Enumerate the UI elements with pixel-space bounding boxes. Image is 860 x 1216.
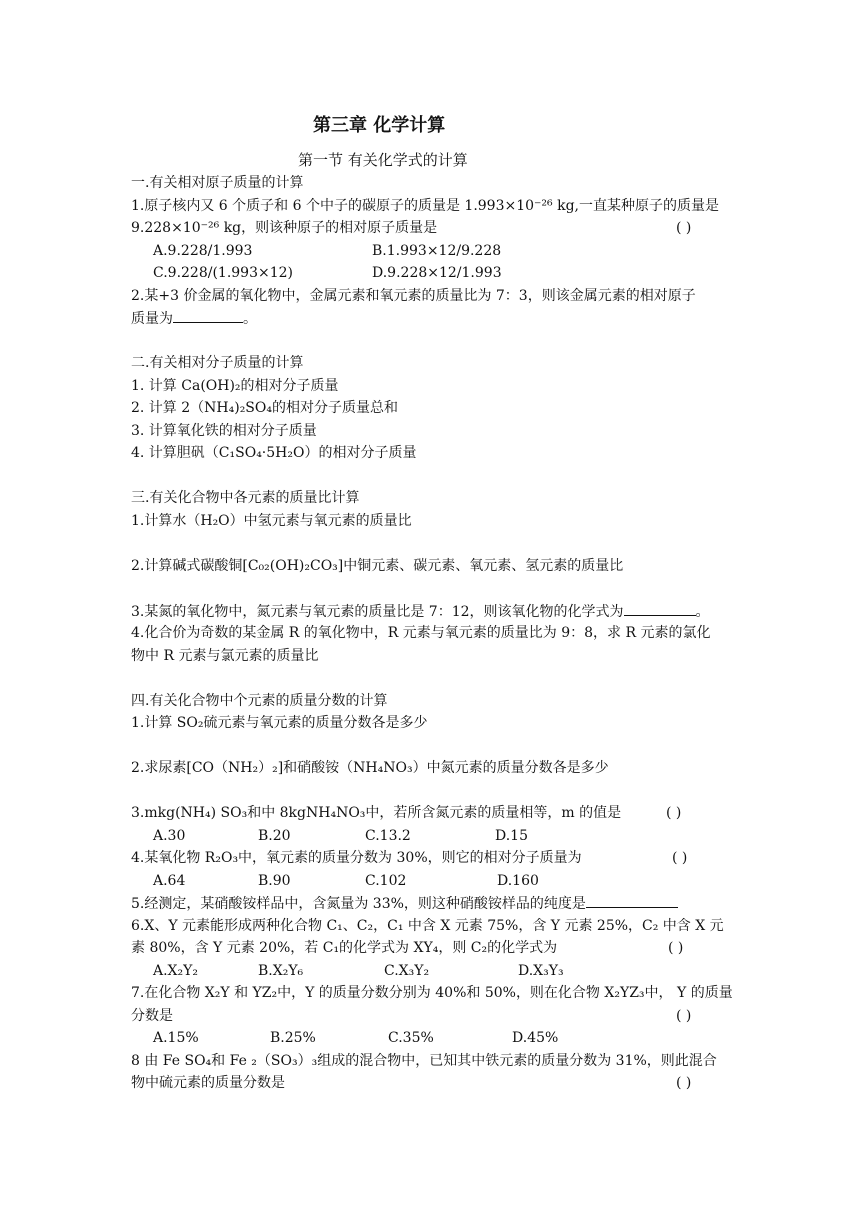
s2-q2: 2. 计算 2（NH₄)₂SO₄的相对分子质量总和	[131, 400, 398, 416]
s4-q7-option-a: A.15%	[153, 1030, 199, 1046]
s4-q1: 1.计算 SO₂硫元素与氧元素的质量分数各是多少	[131, 715, 428, 731]
page-subtitle: 第一节 有关化学式的计算	[298, 151, 468, 169]
s3-q2: 2.计算碱式碳酸铜[C₀₂(OH)₂CO₃]中铜元素、碳元素、氧元素、氢元素的质量比	[131, 558, 624, 574]
s1-q2-text: 质量为	[131, 311, 173, 327]
s4-q4: 4.某氧化物 R₂O₃中，氧元素的质量分数为 30%，则它的相对分子质量为	[131, 850, 582, 866]
s1-q1-answer-paren: ( )	[676, 220, 692, 236]
s4-q3-option-a: A.30	[153, 828, 186, 844]
s1-q1-option-d: D.9.228×12/1.993	[372, 265, 502, 281]
s4-q8-answer-paren: ( )	[676, 1075, 692, 1091]
s4-q3-answer-paren: ( )	[666, 805, 682, 821]
s4-q4-answer-paren: ( )	[672, 850, 688, 866]
s4-q7-option-c: C.35%	[388, 1030, 434, 1046]
page-title: 第三章 化学计算	[313, 115, 446, 136]
s1-q2-blank	[173, 308, 243, 323]
s1-q1-option-a: A.9.228/1.993	[153, 243, 253, 259]
section-2-heading: 二.有关相对分子质量的计算	[131, 355, 304, 371]
s4-q3: 3.mkg(NH₄) SO₃和中 8kgNH₄NO₃中，若所含氮元素的质量相等，m 的值是	[131, 805, 622, 821]
s4-q6-option-c: C.X₃Y₂	[384, 963, 430, 979]
s1-q1-option-c: C.9.228/(1.993×12)	[153, 265, 294, 281]
s2-q1: 1. 计算 Ca(OH)₂的相对分子质量	[131, 378, 339, 394]
section-1-heading: 一.有关相对原子质量的计算	[131, 175, 304, 191]
s4-q3-option-d: D.15	[495, 828, 528, 844]
s4-q3-option-b: B.20	[258, 828, 291, 844]
s4-q5-blank	[586, 893, 678, 908]
s4-q4-option-c: C.102	[365, 873, 407, 889]
s1-q2-end: 。	[243, 311, 257, 327]
s3-q3-text: 3.某氮的氧化物中，氮元素与氧元素的质量比是 7：12，则该氧化物的化学式为	[131, 604, 624, 620]
s4-q7-answer-paren: ( )	[676, 1008, 692, 1024]
s1-q2-line1: 2.某+3 价金属的氧化物中，金属元素和氧元素的质量比为 7：3，则该金属元素的相对原子	[131, 288, 696, 304]
s4-q7-line2: 分数是	[131, 1008, 173, 1024]
s3-q3	[131, 601, 710, 622]
s4-q7-option-b: B.25%	[270, 1030, 316, 1046]
s4-q8-line2: 物中硫元素的质量分数是	[131, 1075, 285, 1091]
s1-q2-line2	[131, 308, 257, 329]
s3-q3-end: 。	[695, 604, 710, 620]
s4-q7-option-d: D.45%	[512, 1030, 559, 1046]
s4-q4-option-d: D.160	[497, 873, 539, 889]
s4-q8-line1: 8 由 Fe SO₄和 Fe ₂（SO₃）₃组成的混合物中，已知其中铁元素的质量分数为 31%，则此混合	[131, 1053, 717, 1069]
s4-q6-option-b: B.X₂Y₆	[258, 963, 304, 979]
s1-q1-line1: 1.原子核内又 6 个质子和 6 个中子的碳原子的质量是 1.993×10⁻²⁶ kg,一直某种原子的质量是	[131, 198, 720, 214]
s3-q3-blank	[624, 601, 696, 616]
s4-q6-line1: 6.X、Y 元素能形成两种化合物 C₁、C₂，C₁ 中含 X 元素 75%，含 Y 元素 25%，C₂ 中含 X 元	[131, 918, 724, 934]
s4-q6-option-d: D.X₃Y₃	[518, 963, 564, 979]
s3-q4-line2: 物中 R 元素与氯元素的质量比	[131, 648, 319, 664]
s4-q4-option-b: B.90	[258, 873, 291, 889]
s4-q4-option-a: A.64	[153, 873, 186, 889]
s4-q6-line2: 素 80%，含 Y 元素 20%，若 C₁的化学式为 XY₄，则 C₂的化学式为	[131, 940, 558, 956]
s4-q6-answer-paren: ( )	[668, 940, 684, 956]
s4-q7-line1: 7.在化合物 X₂Y 和 YZ₂中，Y 的质量分数分别为 40%和 50%，则在化合物 X₂YZ₃中， Y 的质量	[131, 985, 733, 1001]
section-4-heading: 四.有关化合物中个元素的质量分数的计算	[131, 693, 388, 709]
s3-q4-line1: 4.化合价为奇数的某金属 R 的氧化物中，R 元素与氧元素的质量比为 9：8，求 R 元素的氯化	[131, 625, 711, 641]
section-3-heading: 三.有关化合物中各元素的质量比计算	[131, 490, 360, 506]
s3-q1: 1.计算水（H₂O）中氢元素与氧元素的质量比	[131, 513, 412, 529]
s2-q3: 3. 计算氧化铁的相对分子质量	[131, 423, 317, 439]
s4-q5-text: 5.经测定，某硝酸铵样品中，含氮量为 33%，则这种硝酸铵样品的纯度是	[131, 896, 586, 912]
s4-q5	[131, 893, 678, 914]
s4-q3-option-c: C.13.2	[365, 828, 411, 844]
s2-q4: 4. 计算胆矾（C₁SO₄·5H₂O）的相对分子质量	[131, 445, 417, 461]
s1-q1-option-b: B.1.993×12/9.228	[372, 243, 502, 259]
s4-q2: 2.求尿素[CO（NH₂）₂]和硝酸铵（NH₄NO₃）中氮元素的质量分数各是多少	[131, 760, 609, 776]
s1-q1-line2: 9.228×10⁻²⁶ kg，则该种原子的相对原子质量是	[131, 220, 438, 236]
s4-q6-option-a: A.X₂Y₂	[153, 963, 198, 979]
